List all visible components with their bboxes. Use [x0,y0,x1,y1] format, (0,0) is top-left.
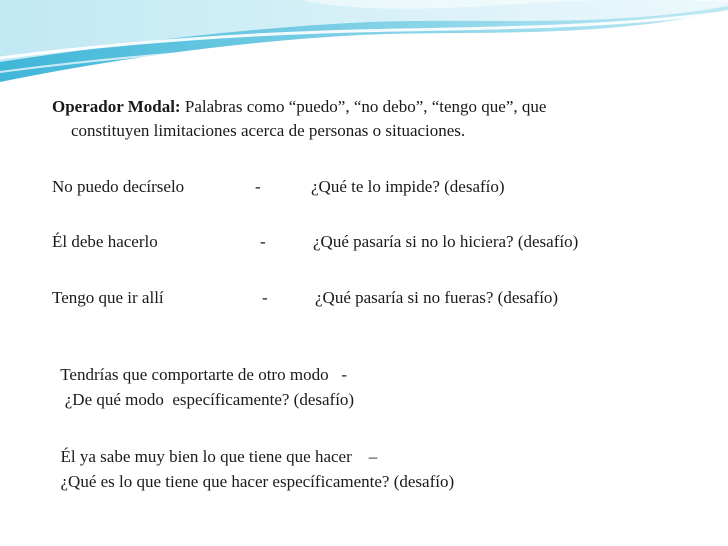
definition-line-2 [71,120,465,142]
example-dash: - [262,288,268,307]
decorative-wave-banner [0,0,728,90]
definition-term: Operador Modal: [52,97,181,116]
example-statement: Él ya sabe muy bien lo que tiene que hacer – [60,447,378,466]
example-challenge: ¿Qué pasaría si no lo hiciera? (desafío) [313,232,579,251]
example-statement: Él debe hacerlo [52,232,158,251]
example-challenge: ¿Qué te lo impide? (desafío) [311,177,505,196]
example-challenge: ¿Qué es lo que tiene que hacer específicamente? (desafío) [60,472,455,491]
definition-text-continued: constituyen limitaciones acerca de personas o situaciones. [71,121,466,140]
example-statement: Tendrías que comportarte de otro modo - [60,365,347,384]
example-challenge: ¿De qué modo específicamente? (desafío) [60,390,355,409]
example-statement: Tengo que ir allí [52,288,164,307]
example-challenge: ¿Qué pasaría si no fueras? (desafío) [315,288,559,307]
example-row-3 [52,287,559,309]
definition-line-1 [52,96,546,118]
example-statement: No puedo decírselo [52,177,185,196]
example-row-5-challenge [52,449,454,493]
example-dash: - [260,232,266,251]
example-dash: - [255,177,261,196]
example-row-4-challenge [52,367,354,411]
definition-text: Palabras como “puedo”, “no debo”, “tengo que”, que [184,97,547,116]
example-row-2 [52,231,579,253]
example-row-1 [52,176,505,198]
